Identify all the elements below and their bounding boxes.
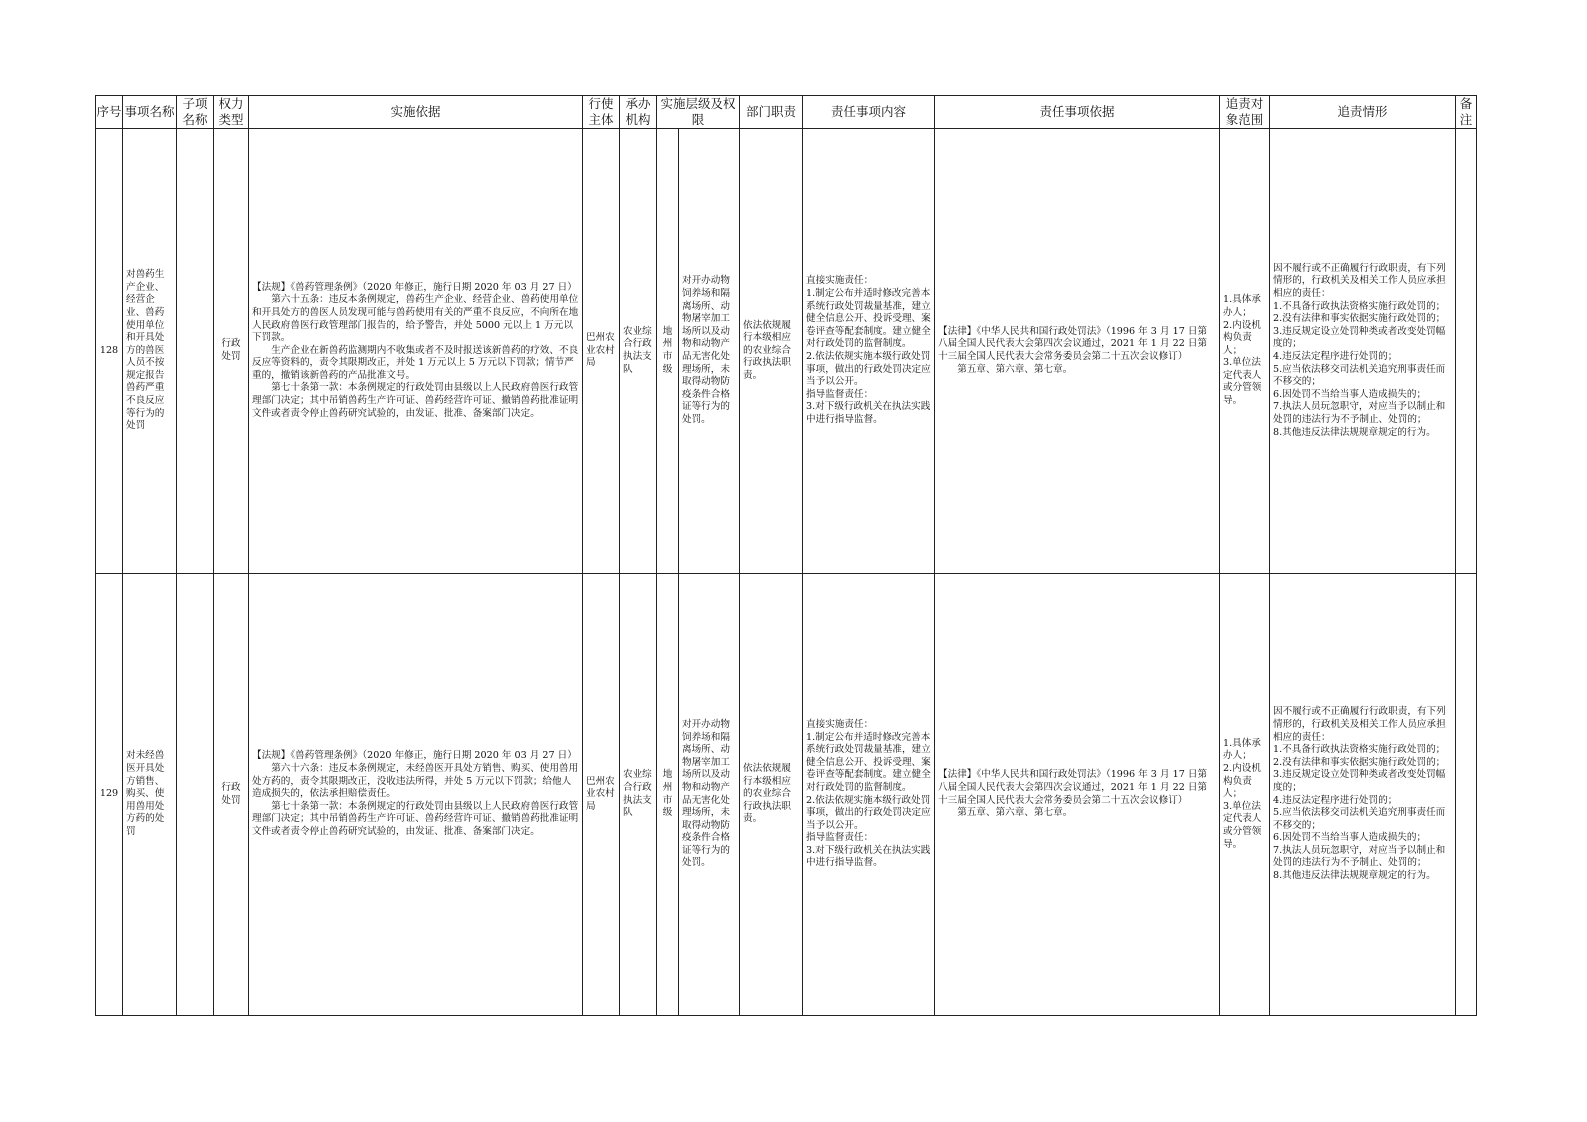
row-situation [1270, 574, 1456, 1016]
header-note: 备注 [1456, 96, 1477, 129]
content-line: 直接实施责任： [806, 275, 874, 287]
situation-line: 8.其他违反法律法规规章规定的行为。 [1273, 870, 1436, 882]
content-line: 1.制定公布并适时修改完善本系统行政处罚裁量基准，建立健全信息公开、投诉受理、案卷评查等配套制度。建立健全对行政处罚的监督制度。 [806, 731, 931, 793]
situation-line: 5.应当依法移交司法机关追究刑事责任而不移交的； [1273, 807, 1446, 831]
header-situation: 追责情形 [1270, 96, 1456, 129]
content-line: 2.依法依规实施本级行政处罚事项，做出的行政处罚决定应当予以公开。 [806, 794, 931, 831]
situation-line: 2.没有法律和事实依据实施行政处罚的； [1273, 756, 1446, 768]
resp-basis-ref: 【法律】《中华人民共和国行政处罚法》（1996 年 3 月 17 日第八届全国人民代表大会第四次会议通过，2021 年 1 月 22 日第十三届全国人民代表大会常务委员会第二十五次会议修订） [938, 769, 1208, 806]
table-row [96, 129, 1477, 574]
row-note [1456, 574, 1477, 1016]
content-line: 直接实施责任： [806, 718, 874, 730]
content-line: 指导监督责任： [806, 832, 874, 844]
content-line: 2.依法依规实施本级行政处罚事项，做出的行政处罚决定应当予以公开。 [806, 351, 931, 388]
header-item-name: 事项名称 [123, 96, 177, 129]
row-power-type: 行政处罚 [214, 129, 249, 574]
header-basis: 实施依据 [249, 96, 583, 129]
row-duty: 依法依规履行本级相应的农业综合行政执法职责。 [740, 574, 803, 1016]
responsibility-table [95, 95, 1477, 1016]
row-duty: 依法依规履行本级相应的农业综合行政执法职责。 [740, 129, 803, 574]
basis-line: 第六十六条：违反本条例规定，未经兽医开具处方销售、购买、使用兽用处方药的，责令其限期改正，没收违法所得，并处 5 万元以下罚款；给他人造成损失的，依法承担赔偿责任。 [252, 763, 579, 800]
situation-line: 6.因处罚不当给当事人造成损失的； [1273, 388, 1427, 400]
basis-line: 第七十条第一款：本条例规定的行政处罚由县级以上人民政府兽医行政管理部门决定；其中吊销兽药生产许可证、兽药经营许可证、撤销兽药批准证明文件或者责令停止兽药研究试验的，由发证、批准、备案部门决定。 [252, 800, 579, 837]
basis-line: 生产企业在新兽药监测期内不收集或者不及时报送该新兽药的疗效、不良反应等资料的，责令其限期改正，并处 1 万元以上 5 万元以下罚款；情节严重的，撤销该新兽药的产品批准文号。 [252, 344, 579, 381]
situation-line: 3.违反规定设立处罚种类或者改变处罚幅度的； [1273, 769, 1446, 793]
content-line: 1.制定公布并适时修改完善本系统行政处罚裁量基准，建立健全信息公开、投诉受理、案卷评查等配套制度。建立健全对行政处罚的监督制度。 [806, 288, 931, 350]
header-power-type: 权力类型 [214, 96, 249, 129]
header-agency: 承办机构 [620, 96, 657, 129]
row-item-name: 对兽药生产企业、经营企业、兽药使用单位和开具处方的兽医人员不按规定报告兽药严重不良反应等行为的处罚 [123, 129, 177, 574]
resp-basis-ref: 【法律】《中华人民共和国行政处罚法》（1996 年 3 月 17 日第八届全国人民代表大会第四次会议通过，2021 年 1 月 22 日第十三届全国人民代表大会常务委员会第二十五次会议修订） [938, 325, 1208, 362]
situation-line: 6.因处罚不当给当事人造成损失的； [1273, 832, 1427, 844]
row-content [803, 574, 935, 1016]
row-level-desc: 对开办动物饲养场和隔离场所、动物屠宰加工场所以及动物和动物产品无害化处理场所，未取得动物防疫条件合格证等行为的处罚。 [679, 574, 740, 1016]
row-note [1456, 129, 1477, 574]
row-resp-basis [935, 574, 1220, 1016]
resp-basis-chapters: 第五章、第六章、第七章。 [957, 363, 1073, 375]
scope-line: 1.具体承办人； [1223, 737, 1261, 762]
header-duty: 部门职责 [740, 96, 803, 129]
scope-line: 2.内设机构负责人； [1223, 763, 1261, 800]
row-subject: 巴州农业农村局 [583, 129, 620, 574]
situation-line: 7.执法人员玩忽职守，对应当予以制止和处罚的违法行为不予制止、处罚的； [1273, 401, 1446, 425]
situation-line: 因不履行或不正确履行行政职责，有下列情形的，行政机关及相关工作人员应承担相应的责任： [1273, 706, 1446, 743]
row-level-desc: 对开办动物饲养场和隔离场所、动物屠宰加工场所以及动物和动物产品无害化处理场所，未取得动物防疫条件合格证等行为的处罚。 [679, 129, 740, 574]
header-row [96, 96, 1477, 129]
scope-line: 1.具体承办人； [1223, 294, 1261, 318]
situation-line: 2.没有法律和事实依据实施行政处罚的； [1273, 313, 1446, 325]
header-level: 实施层级及权限 [657, 96, 740, 129]
content-line: 指导监督责任： [806, 388, 874, 400]
header-seq: 序号 [96, 96, 123, 129]
basis-line: 【法规】《兽药管理条例》（2020 年修正，施行日期 2020 年 03 月 27 日） [252, 750, 577, 762]
row-agency: 农业综合行政执法支队 [620, 129, 657, 574]
row-sub-item [177, 574, 214, 1016]
scope-line: 3.单位法定代表人或分管领导。 [1223, 357, 1262, 407]
row-subject: 巴州农业农村局 [583, 574, 620, 1016]
basis-line: 第六十五条：违反本条例规定，兽药生产企业、经营企业、兽药使用单位和开具处方的兽医人员发现可能与兽药使用有关的严重不良反应，不向所在地人民政府兽医行政管理部门报告的，给予警告，并处 5000 元以上 1 万元以下罚款。 [252, 294, 579, 344]
row-item-name: 对未经兽医开具处方销售、购买、使用兽用处方药的处罚 [123, 574, 177, 1016]
row-basis [249, 574, 583, 1016]
scope-line: 2.内设机构负责人； [1223, 319, 1261, 356]
header-resp-basis: 责任事项依据 [935, 96, 1220, 129]
row-scope [1220, 574, 1270, 1016]
table-row [96, 574, 1477, 1016]
situation-line: 1.不具备行政执法资格实施行政处罚的； [1273, 744, 1446, 756]
header-sub-item: 子项名称 [177, 96, 214, 129]
row-level: 地州市级 [657, 574, 679, 1016]
resp-basis-chapters: 第五章、第六章、第七章。 [957, 807, 1073, 819]
header-scope: 追责对象范围 [1220, 96, 1270, 129]
row-power-type: 行政处罚 [214, 574, 249, 1016]
header-content: 责任事项内容 [803, 96, 935, 129]
header-subject: 行使主体 [583, 96, 620, 129]
content-line: 3.对下级行政机关在执法实践中进行指导监督。 [806, 844, 931, 869]
situation-line: 4.违反法定程序进行处罚的； [1273, 351, 1398, 362]
row-sub-item [177, 129, 214, 574]
situation-line: 5.应当依法移交司法机关追究刑事责任而不移交的； [1273, 363, 1446, 388]
situation-line: 1.不具备行政执法资格实施行政处罚的； [1273, 300, 1446, 312]
row-agency: 农业综合行政执法支队 [620, 574, 657, 1016]
row-situation [1270, 129, 1456, 574]
row-seq: 128 [96, 129, 123, 574]
row-level: 地州市级 [657, 129, 679, 574]
row-seq: 129 [96, 574, 123, 1016]
row-basis [249, 129, 583, 574]
situation-line: 8.其他违反法律法规规章规定的行为。 [1273, 426, 1436, 438]
basis-line: 【法规】《兽药管理条例》（2020 年修正，施行日期 2020 年 03 月 27 日） [252, 281, 577, 293]
row-resp-basis [935, 129, 1220, 574]
row-scope [1220, 129, 1270, 574]
row-content [803, 129, 935, 574]
situation-line: 3.违反规定设立处罚种类或者改变处罚幅度的； [1273, 325, 1446, 350]
situation-line: 7.执法人员玩忽职守，对应当予以制止和处罚的违法行为不予制止、处罚的； [1273, 844, 1446, 869]
basis-line: 第七十条第一款：本条例规定的行政处罚由县级以上人民政府兽医行政管理部门决定；其中吊销兽药生产许可证、兽药经营许可证、撤销兽药批准证明文件或者责令停止兽药研究试验的，由发证、批准、备案部门决定。 [252, 382, 579, 419]
scope-line: 3.单位法定代表人或分管领导。 [1223, 800, 1262, 850]
situation-line: 4.违反法定程序进行处罚的； [1273, 794, 1398, 806]
content-line: 3.对下级行政机关在执法实践中进行指导监督。 [806, 401, 931, 425]
situation-line: 因不履行或不正确履行行政职责，有下列情形的，行政机关及相关工作人员应承担相应的责任： [1273, 262, 1446, 300]
